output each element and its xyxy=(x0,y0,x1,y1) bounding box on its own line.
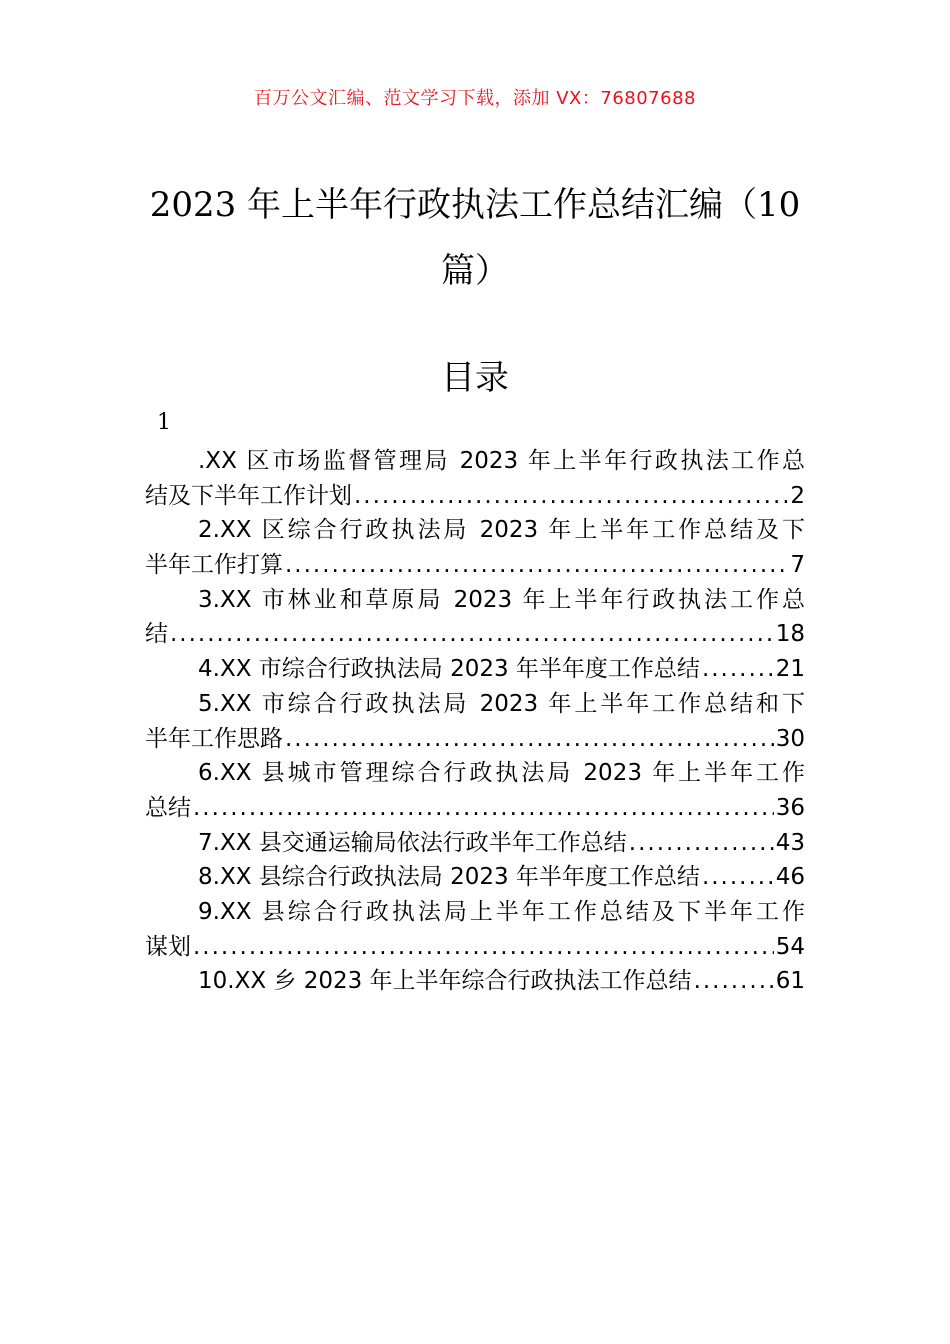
toc-dot-leader xyxy=(170,617,774,652)
toc-entry[interactable] xyxy=(145,826,805,861)
toc-entry-line-1 xyxy=(145,964,805,999)
toc-page-number: 21 xyxy=(775,656,805,683)
toc-entry-line-2 xyxy=(145,548,805,583)
document-title-line-1: 2023 年上半年行政执法工作总结汇编（10 xyxy=(149,185,801,225)
toc-entry-title-line-1: 6.XX 县城市管理综合行政执法局 2023 年上半年工作 xyxy=(198,760,805,787)
toc-entry[interactable] xyxy=(145,513,805,582)
toc-entry-line-1 xyxy=(145,860,805,895)
toc-dot-leader xyxy=(285,548,788,583)
toc-entry[interactable] xyxy=(145,652,805,687)
toc-entry-line-1 xyxy=(145,826,805,861)
table-of-contents xyxy=(145,444,805,999)
toc-entry-line-1 xyxy=(145,652,805,687)
toc-entry-title-line-2: 半年工作思路 xyxy=(145,725,283,752)
toc-entry[interactable] xyxy=(145,583,805,652)
toc-entry-title-line-1: .XX 区市场监督管理局 2023 年上半年行政执法工作总 xyxy=(198,448,805,474)
toc-dot-leader xyxy=(354,479,788,514)
toc-page-number: 43 xyxy=(775,829,805,856)
toc-entry-line-2 xyxy=(145,617,805,652)
toc-dot-leader xyxy=(193,930,774,965)
toc-dot-leader xyxy=(193,791,774,826)
toc-dot-leader xyxy=(702,652,774,687)
toc-entry-title-line-1: 8.XX 县综合行政执法局 2023 年半年度工作总结 xyxy=(198,864,700,891)
toc-entry-title-line-2: 结 xyxy=(145,621,168,648)
toc-entry[interactable] xyxy=(145,895,805,964)
toc-entry-title-line-1: 4.XX 市综合行政执法局 2023 年半年度工作总结 xyxy=(198,656,700,683)
toc-dot-leader xyxy=(702,860,774,895)
toc-entry-title-line-2: 结及下半年工作计划 xyxy=(145,482,352,509)
toc-entry-line-2 xyxy=(145,930,805,965)
toc-page-number: 36 xyxy=(775,794,805,821)
toc-entry[interactable] xyxy=(145,756,805,825)
toc-entry[interactable] xyxy=(145,964,805,999)
toc-entry-title-line-1: 3.XX 市林业和草原局 2023 年上半年行政执法工作总 xyxy=(198,586,805,613)
toc-entry[interactable] xyxy=(145,860,805,895)
toc-entry-line-2 xyxy=(145,722,805,757)
toc-page-number: 30 xyxy=(775,725,805,752)
toc-entry[interactable] xyxy=(145,687,805,756)
toc-entry-line-2 xyxy=(145,479,805,514)
toc-entry-title-line-1: 10.XX 乡 2023 年上半年综合行政执法工作总结 xyxy=(198,968,692,995)
toc-dot-leader xyxy=(285,722,774,757)
header-banner: 百万公文汇编、范文学习下载，添加 VX：76807688 xyxy=(254,88,696,109)
toc-entry-title-line-2: 谋划 xyxy=(145,933,191,960)
document-title-line-2: 篇） xyxy=(441,251,509,291)
page-marker: 1 xyxy=(157,410,171,435)
toc-page-number: 61 xyxy=(775,968,805,995)
toc-entry-line-2 xyxy=(145,791,805,826)
toc-heading: 目录 xyxy=(441,358,509,398)
toc-entry-title-line-2: 总结 xyxy=(145,794,191,821)
toc-entry[interactable] xyxy=(145,444,805,513)
toc-entry-title-line-1: 9.XX 县综合行政执法局上半年工作总结及下半年工作 xyxy=(198,898,805,925)
toc-page-number: 46 xyxy=(775,864,805,891)
toc-page-number: 18 xyxy=(775,621,805,648)
toc-entry-title-line-2: 半年工作打算 xyxy=(145,552,283,579)
toc-entry-title-line-1: 5.XX 市综合行政执法局 2023 年上半年工作总结和下 xyxy=(198,690,805,717)
toc-entry-title-line-1: 2.XX 区综合行政执法局 2023 年上半年工作总结及下 xyxy=(198,517,805,544)
toc-page-number: 7 xyxy=(790,552,805,579)
toc-entry-title-line-1: 7.XX 县交通运输局依法行政半年工作总结 xyxy=(198,829,627,856)
toc-page-number: 2 xyxy=(790,482,805,509)
toc-dot-leader xyxy=(694,964,774,999)
document-title xyxy=(100,172,850,304)
toc-dot-leader xyxy=(629,826,774,861)
toc-page-number: 54 xyxy=(775,933,805,960)
